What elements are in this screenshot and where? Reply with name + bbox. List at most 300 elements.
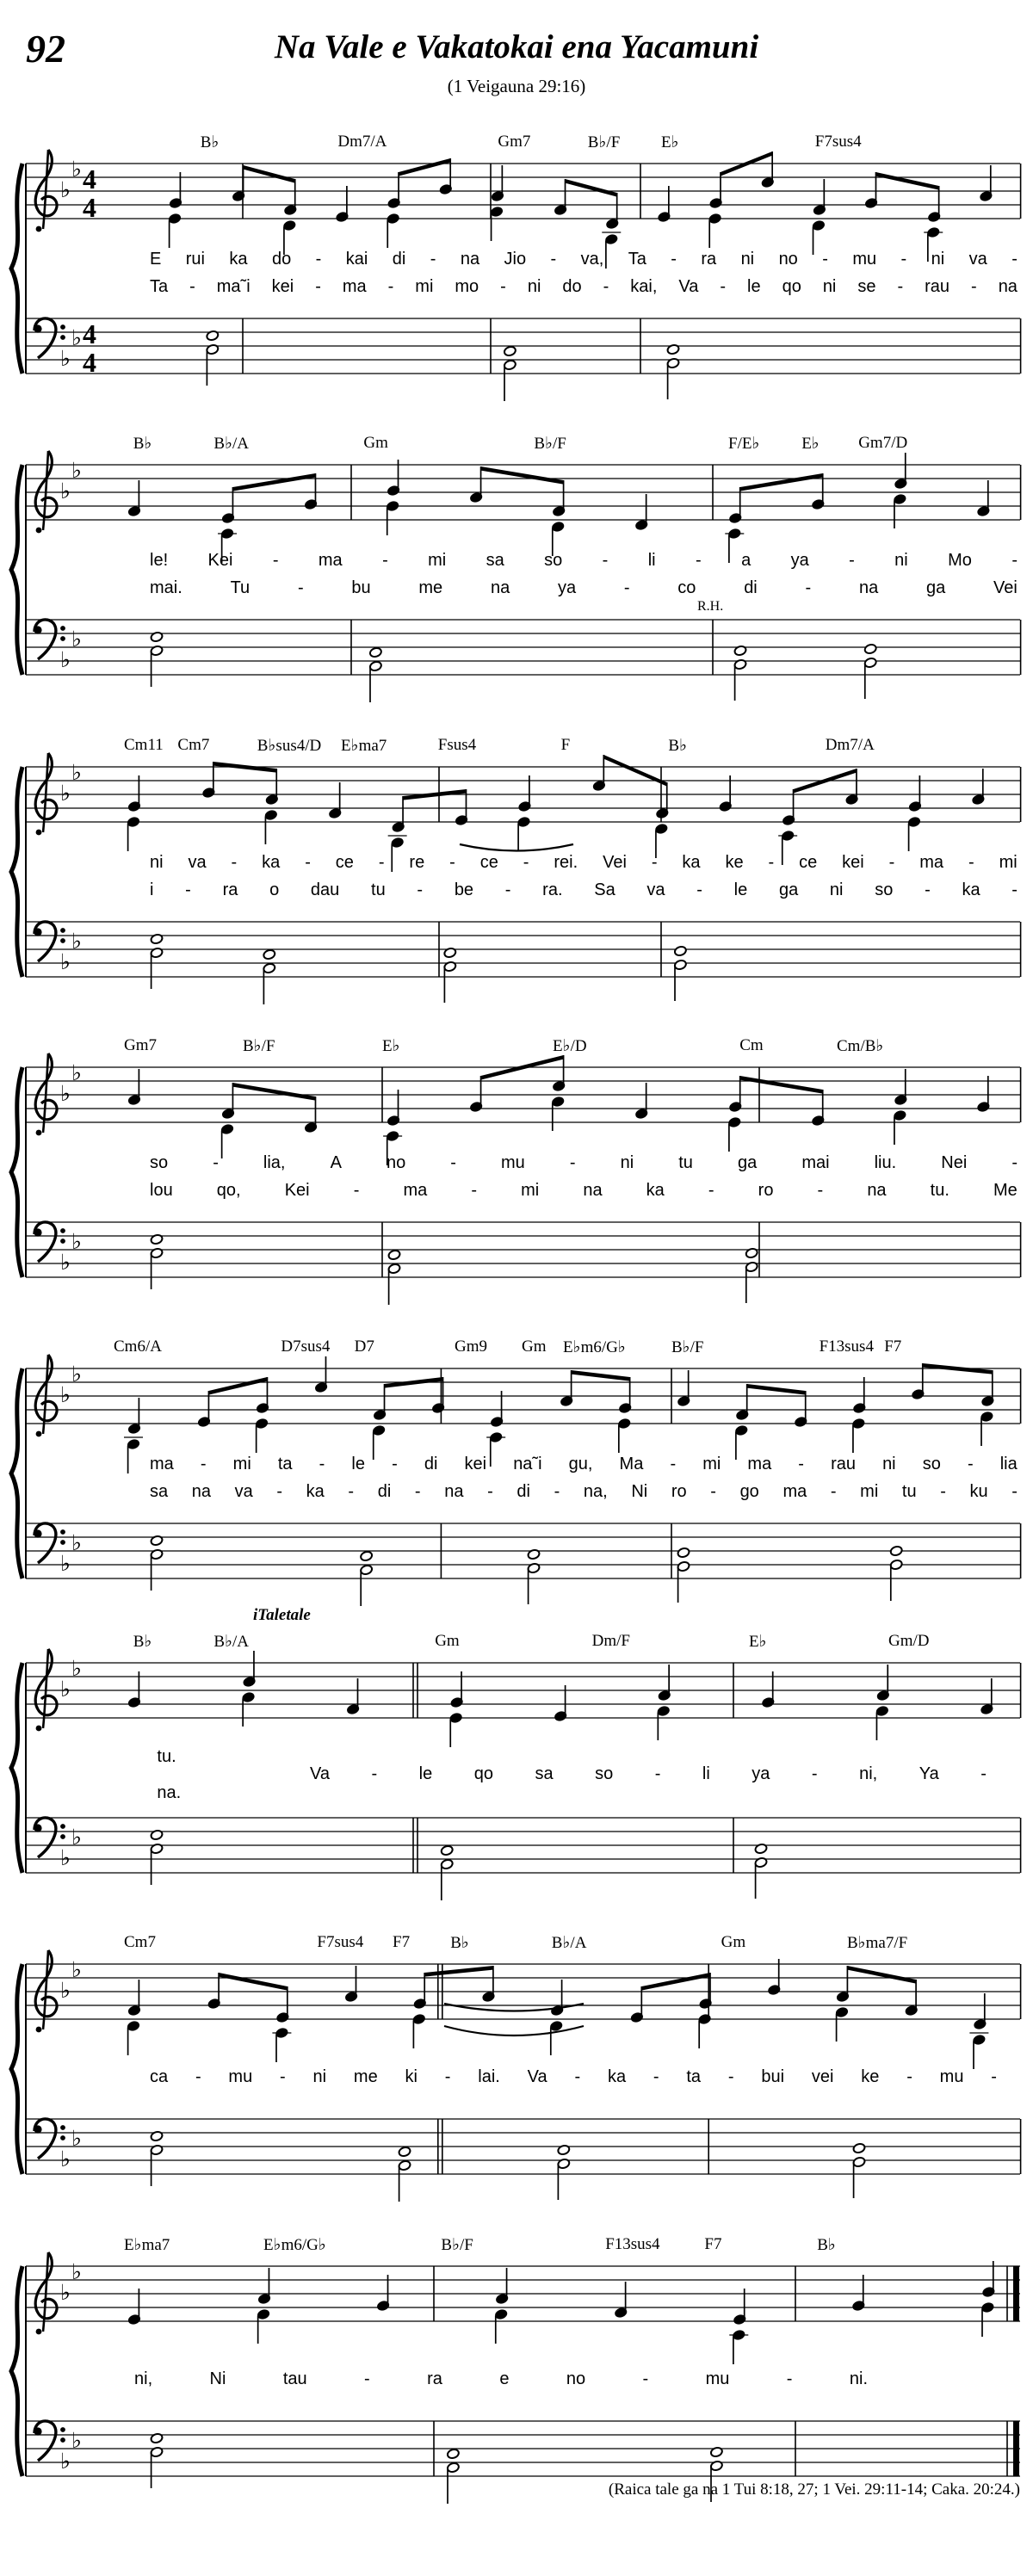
system-brace — [11, 2266, 22, 2476]
lyric-syllable: na, — [583, 1482, 608, 1501]
chord-label: B♭/A — [213, 1633, 250, 1651]
lyric-line — [150, 1455, 1018, 1474]
chord-label: F7 — [704, 2235, 722, 2253]
lyric-syllable: Vei — [993, 578, 1018, 597]
lyric-syllable: mo — [455, 277, 479, 296]
lyric-syllable: ni, — [134, 2369, 153, 2388]
lyric-syllable: bu — [351, 578, 371, 597]
lyric-syllable: Nei — [941, 1153, 968, 1172]
lyric-syllable: sa — [535, 1764, 554, 1783]
lyric-syllable: lia — [999, 1455, 1018, 1473]
lyric-syllable: Me — [993, 1181, 1018, 1200]
lyric-syllable: di — [377, 1482, 392, 1501]
lyric-line — [150, 277, 1018, 297]
lyric-syllable: li — [702, 1764, 710, 1783]
lyric-syllable: qo — [473, 1764, 493, 1783]
lyric-syllable: tu — [678, 1153, 693, 1172]
lyric-syllable: ni — [829, 880, 844, 899]
chord-label: Cm/B♭ — [837, 1037, 884, 1055]
lyric-syllable: ni. — [849, 2369, 868, 2388]
lyric-syllable: na — [583, 1181, 603, 1200]
syllable-hyphen: - — [849, 551, 855, 570]
lyric-syllable: le — [418, 1764, 433, 1783]
flat-sign: ♭ — [60, 1081, 71, 1106]
chord-label: E♭/D — [553, 1037, 587, 1055]
lyric-syllable: na. — [157, 1783, 182, 1802]
lyric-syllable: do — [562, 277, 582, 296]
notes — [127, 453, 990, 702]
system-2 — [0, 430, 1033, 732]
chord-label: E♭ma7 — [341, 737, 387, 755]
lyric-line — [150, 551, 1018, 571]
syllable-hyphen: - — [602, 551, 609, 570]
syllable-hyphen: - — [471, 1181, 478, 1200]
syllable-hyphen: - — [487, 1482, 493, 1501]
lyric-syllable: ma — [919, 853, 944, 872]
syllable-hyphen: - — [805, 578, 812, 597]
chord-label: B♭ — [450, 1934, 469, 1952]
lyric-syllable: va — [234, 1482, 253, 1501]
syllable-hyphen: - — [925, 880, 931, 899]
flat-sign: ♭ — [71, 458, 82, 483]
chord-label: E♭ma7 — [124, 2236, 170, 2254]
chord-label: Gm — [363, 434, 388, 452]
syllable-hyphen: - — [603, 277, 609, 296]
lyric-syllable: so — [595, 1764, 614, 1783]
flat-sign: ♭ — [60, 949, 71, 974]
lyric-syllable: sa — [486, 551, 504, 570]
time-signature: 4 — [83, 318, 96, 349]
lyric-syllable: ma — [150, 1455, 174, 1473]
syllable-hyphen: - — [786, 2369, 793, 2388]
lyric-syllable: ro — [671, 1482, 687, 1501]
lyric-syllable: ra — [701, 250, 717, 269]
lyric-line — [150, 880, 1018, 900]
syllable-hyphen: - — [430, 250, 436, 269]
syllable-hyphen: - — [798, 1455, 804, 1473]
lyric-syllable: ke — [861, 2067, 880, 2086]
flat-sign: ♭ — [60, 1250, 71, 1275]
syllable-hyphen: - — [888, 853, 895, 872]
lyric-syllable: ka — [607, 2067, 627, 2086]
syllable-hyphen: - — [504, 880, 511, 899]
lyric-syllable: ni — [822, 277, 837, 296]
flat-sign: ♭ — [60, 2449, 71, 2474]
flat-sign: ♭ — [71, 2126, 82, 2151]
lyric-syllable: mi — [521, 1181, 540, 1200]
system-3 — [0, 732, 1033, 1034]
chord-label: B♭ — [133, 435, 152, 453]
lyric-syllable: go — [739, 1482, 759, 1501]
lyric-syllable: mu — [852, 250, 877, 269]
lyric-syllable: Kei — [207, 551, 233, 570]
lyric-syllable: Jio — [504, 250, 527, 269]
lyric-syllable: mi — [702, 1455, 721, 1473]
lyric-syllable: le — [747, 277, 761, 296]
flat-sign: ♭ — [71, 1362, 82, 1387]
lyric-syllable: ya — [557, 578, 577, 597]
lyric-syllable: tau — [282, 2369, 307, 2388]
chord-label: Cm6/A — [114, 1337, 162, 1356]
lyric-syllable: mu — [939, 2067, 964, 2086]
chord-label: F7 — [884, 1337, 902, 1356]
lyric-line — [157, 1783, 201, 1803]
lyric-syllable: le — [351, 1455, 365, 1473]
flat-sign: ♭ — [71, 1530, 82, 1555]
syllable-hyphen: - — [830, 1482, 837, 1501]
chord-label: E♭m6/G♭ — [563, 1338, 626, 1356]
lyric-syllable: Mo — [948, 551, 972, 570]
lyric-syllable: ka — [682, 853, 701, 872]
flat-sign: ♭ — [71, 1229, 82, 1254]
lyric-syllable: Ta — [628, 250, 646, 269]
syllable-hyphen: - — [348, 1482, 355, 1501]
lyric-syllable: ra — [427, 2369, 442, 2388]
lyric-syllable: ni, — [859, 1764, 878, 1783]
lyric-line — [157, 1747, 201, 1767]
lyric-syllable: na — [191, 1482, 211, 1501]
notes — [124, 1356, 994, 1606]
lyric-syllable: di — [744, 578, 758, 597]
lyric-syllable: Va — [310, 1764, 330, 1783]
chord-label: Gm — [435, 1632, 460, 1650]
syllable-hyphen: - — [768, 853, 775, 872]
lyric-syllable: ga — [778, 880, 799, 899]
lyric-syllable: di — [424, 1455, 438, 1473]
chord-label: B♭/F — [534, 435, 566, 453]
lyric-syllable: ce — [335, 853, 354, 872]
lyric-syllable: Kei — [284, 1181, 310, 1200]
taletale-annotation: iTaletale — [253, 1606, 311, 1624]
lyric-syllable: me — [353, 2067, 378, 2086]
syllable-hyphen: - — [450, 1153, 456, 1172]
lyric-syllable: ma˜i — [216, 277, 251, 296]
lyric-syllable: dau — [310, 880, 340, 899]
lyric-line — [134, 2369, 868, 2389]
syllable-hyphen: - — [315, 277, 321, 296]
time-signature: 4 — [83, 192, 96, 223]
lyric-syllable: di — [392, 250, 406, 269]
lyric-syllable: ni — [150, 853, 164, 872]
chord-label: B♭/F — [587, 133, 621, 151]
syllable-hyphen: - — [272, 551, 279, 570]
chord-label: B♭/F — [671, 1338, 704, 1356]
syllable-hyphen: - — [1011, 250, 1018, 269]
syllable-hyphen: - — [817, 1181, 824, 1200]
lyric-line — [150, 578, 1018, 598]
lyric-syllable: vei — [811, 2067, 834, 2086]
syllable-hyphen: - — [906, 2067, 912, 2086]
flat-sign: ♭ — [60, 1382, 71, 1407]
hymn-title: Na Vale e Vakatokai ena Yacamuni — [274, 28, 759, 65]
syllable-hyphen: - — [710, 1482, 716, 1501]
lyric-syllable: mi — [232, 1455, 251, 1473]
lyric-syllable: ra. — [542, 880, 563, 899]
chord-label: F7sus4 — [317, 1933, 364, 1951]
flat-sign: ♭ — [60, 1978, 71, 2003]
footer-reference: (Raica tale ga na 1 Tui 8:18, 27; 1 Vei. 29:11-14; Caka. 20:24.) — [608, 2480, 1020, 2499]
syllable-hyphen: - — [991, 2067, 997, 2086]
lyric-syllable: ma — [318, 551, 343, 570]
notes — [168, 151, 993, 401]
flat-sign: ♭ — [71, 2259, 82, 2284]
syllable-hyphen: - — [371, 1764, 378, 1783]
scripture-reference: (1 Veigauna 29:16) — [447, 76, 586, 96]
chord-label: Gm — [721, 1933, 746, 1951]
syllable-hyphen: - — [967, 1455, 974, 1473]
lyric-syllable: kei — [271, 277, 294, 296]
syllable-hyphen: - — [213, 1153, 219, 1172]
lyric-syllable: gu, — [568, 1455, 593, 1473]
lyric-syllable: do — [271, 250, 292, 269]
syllable-hyphen: - — [353, 1181, 360, 1200]
lyric-syllable: mai. — [150, 578, 182, 597]
system-brace — [11, 1368, 22, 1578]
lyric-syllable: ra — [222, 880, 238, 899]
lyric-syllable: re — [409, 853, 425, 872]
chord-label: D7 — [354, 1337, 374, 1356]
system-6 — [0, 1606, 1033, 1930]
lyric-syllable: lou — [150, 1181, 173, 1200]
syllable-hyphen: - — [315, 250, 322, 269]
lyric-syllable: lai. — [478, 2067, 500, 2086]
system-brace — [11, 767, 22, 977]
flat-sign: ♭ — [60, 647, 71, 672]
lyric-syllable: tu — [371, 880, 386, 899]
lyric-syllable: na — [998, 277, 1018, 296]
chord-label: Cm7 — [124, 1933, 156, 1951]
syllable-hyphen: - — [280, 2067, 286, 2086]
lyric-syllable: Vei — [603, 853, 627, 872]
lyric-syllable: mu — [501, 1153, 525, 1172]
lyric-syllable: ke — [725, 853, 744, 872]
flat-sign: ♭ — [71, 157, 82, 182]
lyric-syllable: me — [418, 578, 443, 597]
lyric-syllable: na˜i — [513, 1455, 542, 1473]
flat-sign: ♭ — [71, 1060, 82, 1085]
chord-label: E♭ — [661, 133, 679, 151]
lyric-syllable: mu — [705, 2369, 730, 2388]
lyric-syllable: ma — [782, 1482, 807, 1501]
lyric-syllable: Tu — [230, 578, 251, 597]
lyric-syllable: no — [566, 2369, 586, 2388]
lyric-syllable: va — [188, 853, 207, 872]
syllable-hyphen: - — [185, 880, 191, 899]
syllable-hyphen: - — [654, 1764, 661, 1783]
chord-label: F13sus4 — [819, 1337, 874, 1356]
lyric-syllable: mi — [860, 1482, 879, 1501]
system-7 — [0, 1930, 1033, 2231]
syllable-hyphen: - — [444, 2067, 451, 2086]
lyric-syllable: Sa — [594, 880, 615, 899]
chord-label: Dm/F — [591, 1632, 630, 1650]
syllable-hyphen: - — [305, 853, 311, 872]
lyric-syllable: ka — [306, 1482, 325, 1501]
syllable-hyphen: - — [500, 277, 506, 296]
system-1 — [0, 129, 1033, 430]
chord-label: E♭ — [801, 435, 820, 453]
chord-label: Gm — [522, 1337, 547, 1356]
chord-label: Gm9 — [455, 1337, 487, 1356]
flat-sign: ♭ — [71, 627, 82, 652]
lyric-syllable: ka — [229, 250, 248, 269]
chord-label: Gm7 — [124, 1036, 157, 1054]
chord-label: Gm/D — [888, 1632, 930, 1650]
lyric-syllable: mai — [801, 1153, 830, 1172]
lyric-syllable: E — [150, 250, 162, 269]
lyric-syllable: ya — [752, 1764, 770, 1783]
syllable-hyphen: - — [1011, 1153, 1018, 1172]
lyric-syllable: ya — [790, 551, 809, 570]
lyric-syllable: li — [647, 551, 656, 570]
syllable-hyphen: - — [811, 1764, 818, 1783]
lyric-syllable: lia, — [263, 1153, 286, 1172]
lyric-syllable: Ni — [631, 1482, 648, 1501]
lyric-syllable: na — [490, 578, 510, 597]
chord-label: F7sus4 — [814, 133, 862, 151]
syllable-hyphen: - — [708, 1181, 714, 1200]
right-hand-annotation: R.H. — [697, 599, 724, 614]
syllable-hyphen: - — [231, 853, 238, 872]
lyric-syllable: A — [330, 1153, 342, 1172]
lyric-syllable: ki — [405, 2067, 418, 2086]
lyric-syllable: kei — [464, 1455, 487, 1473]
notes — [127, 755, 985, 1004]
chord-label: Cm7 — [177, 736, 210, 754]
syllable-hyphen: - — [382, 551, 388, 570]
flat-sign: ♭ — [60, 1845, 71, 1870]
flat-sign: ♭ — [60, 1677, 71, 1702]
lyric-syllable: mi — [428, 551, 447, 570]
lyric-syllable: so — [875, 880, 894, 899]
syllable-hyphen: - — [642, 2369, 649, 2388]
system-5 — [0, 1334, 1033, 1635]
lyric-syllable: va — [646, 880, 665, 899]
syllable-hyphen: - — [670, 1455, 677, 1473]
syllable-hyphen: - — [417, 880, 424, 899]
lyric-syllable: so — [150, 1153, 169, 1172]
lyric-syllable: e — [499, 2369, 510, 2388]
lyric-syllable: mi — [415, 277, 434, 296]
chord-label: E♭m6/G♭ — [263, 2236, 326, 2254]
chord-label: F — [560, 736, 571, 754]
lyric-syllable: ni — [882, 1455, 896, 1473]
syllable-hyphen: - — [696, 880, 702, 899]
lyric-syllable: qo, — [216, 1181, 241, 1200]
lyric-syllable: na — [858, 578, 879, 597]
lyric-syllable: va — [968, 250, 987, 269]
lyric-syllable: rui — [185, 250, 205, 269]
lyric-syllable: mu — [228, 2067, 253, 2086]
chord-label: Fsus4 — [437, 736, 477, 754]
chord-label: B♭/F — [441, 2236, 473, 2254]
hymn-number: 92 — [26, 27, 65, 71]
lyric-syllable: Va — [527, 2067, 547, 2086]
flat-sign: ♭ — [60, 479, 71, 503]
lyric-syllable: ma — [342, 277, 367, 296]
chord-label: B♭ — [133, 1633, 152, 1651]
syllable-hyphen: - — [387, 277, 394, 296]
syllable-hyphen: - — [727, 2067, 734, 2086]
lyric-syllable: sa — [150, 1482, 169, 1501]
lyric-line — [150, 250, 1018, 269]
syllable-hyphen: - — [696, 551, 702, 570]
syllable-hyphen: - — [554, 1482, 560, 1501]
lyric-syllable: ga — [738, 1153, 758, 1172]
lyric-syllable: ma — [403, 1181, 428, 1200]
chord-label: E♭ — [382, 1037, 400, 1055]
chord-label: Dm7/A — [337, 133, 387, 151]
syllable-hyphen: - — [378, 853, 385, 872]
flat-sign: ♭ — [71, 760, 82, 785]
lyric-syllable: i — [150, 880, 154, 899]
lyric-syllable: ka — [646, 1181, 665, 1200]
lyric-syllable: Ta — [150, 277, 169, 296]
syllable-hyphen: - — [968, 853, 974, 872]
lyric-syllable: ni — [527, 277, 541, 296]
lyric-syllable: rau — [925, 277, 950, 296]
syllable-hyphen: - — [550, 250, 557, 269]
flat-sign: ♭ — [71, 1656, 82, 1681]
lyric-syllable: Ma — [619, 1455, 644, 1473]
chord-label: B♭ — [668, 737, 688, 755]
flat-sign: ♭ — [60, 2280, 71, 2305]
syllable-hyphen: - — [449, 853, 455, 872]
lyric-line — [150, 1482, 1018, 1502]
lyric-syllable: ni — [894, 551, 908, 570]
lyric-syllable: bui — [761, 2067, 785, 2086]
chord-label: B♭sus4/D — [257, 737, 322, 755]
lyric-syllable: a — [741, 551, 752, 570]
lyric-syllable: ca — [150, 2067, 169, 2086]
syllable-hyphen: - — [623, 578, 630, 597]
flat-sign: ♭ — [71, 2428, 82, 2453]
syllable-hyphen: - — [897, 277, 904, 296]
lyric-line — [150, 2067, 997, 2087]
syllable-hyphen: - — [720, 277, 727, 296]
chord-label: B♭/A — [551, 1934, 587, 1952]
syllable-hyphen: - — [200, 1455, 207, 1473]
lyric-syllable: na — [444, 1482, 464, 1501]
lyric-syllable: ni — [931, 250, 945, 269]
flat-sign: ♭ — [60, 2147, 71, 2171]
flat-sign: ♭ — [60, 177, 71, 202]
lyric-syllable: rau — [831, 1455, 856, 1473]
chord-label: F/E♭ — [728, 435, 760, 453]
system-brace — [11, 465, 22, 675]
syllable-hyphen: - — [574, 2067, 581, 2086]
flat-sign: ♭ — [71, 929, 82, 954]
lyric-syllable: ni — [740, 250, 755, 269]
time-signature: 4 — [83, 164, 96, 195]
lyric-syllable: le — [733, 880, 748, 899]
lyric-syllable: ma — [747, 1455, 772, 1473]
lyric-syllable: so — [922, 1455, 941, 1473]
flat-sign: ♭ — [60, 1551, 71, 1576]
syllable-hyphen: - — [1011, 880, 1018, 899]
system-brace — [11, 1067, 22, 1277]
lyric-syllable: rei. — [554, 853, 578, 872]
syllable-hyphen: - — [671, 250, 677, 269]
chord-label: Gm7 — [498, 133, 531, 151]
flat-sign: ♭ — [71, 1825, 82, 1850]
chord-label: Dm7/A — [825, 736, 875, 754]
flat-sign: ♭ — [71, 325, 82, 350]
system-brace — [11, 1964, 22, 2174]
tie-slur — [444, 2026, 584, 2035]
chord-label: F7 — [393, 1933, 411, 1951]
chord-label: B♭ma7/F — [847, 1934, 908, 1952]
